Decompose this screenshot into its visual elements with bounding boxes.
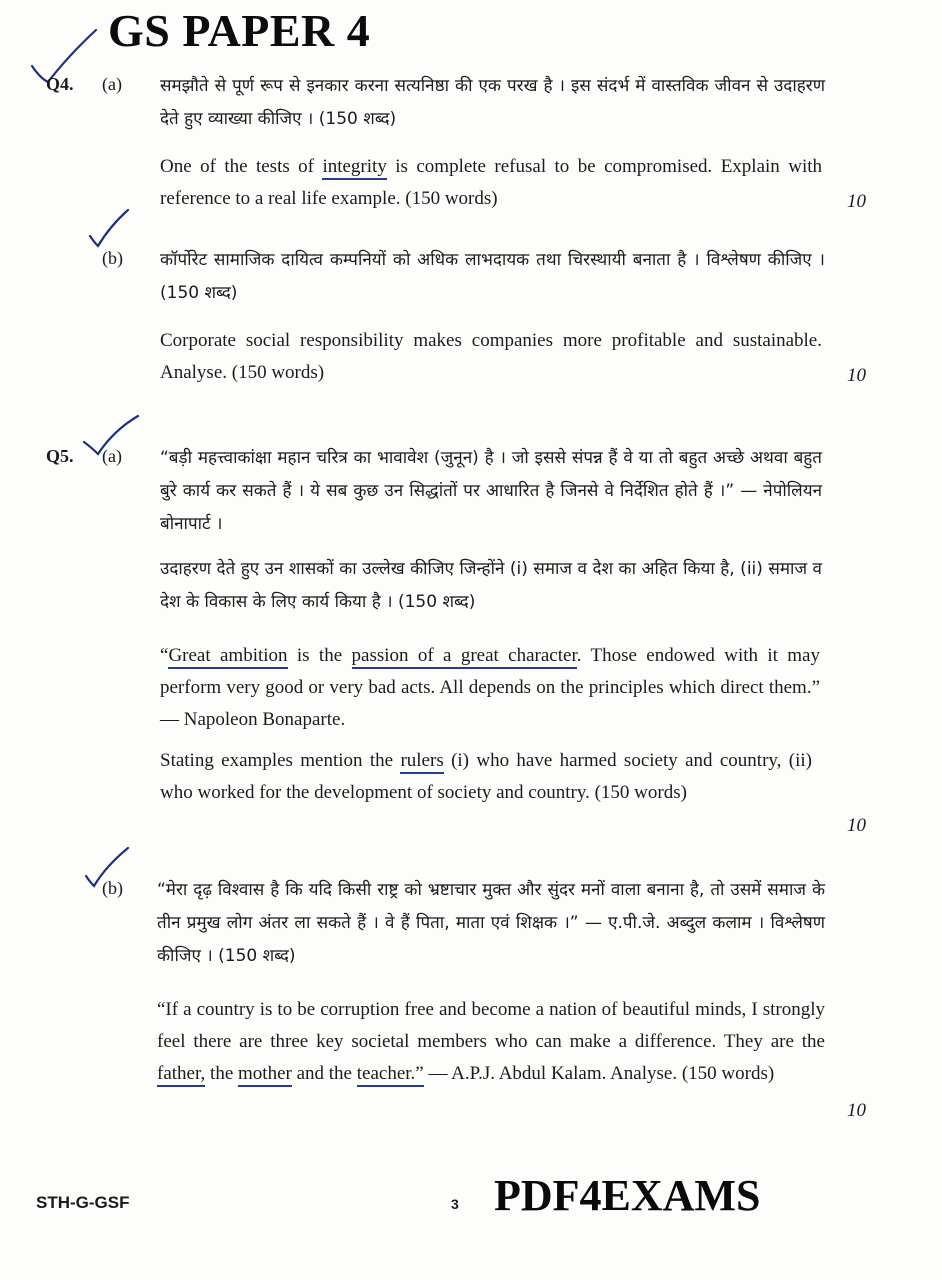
- marks-q5b: 10: [847, 1100, 866, 1121]
- underline-great-ambition: Great ambition: [168, 645, 287, 669]
- part-label-q5a: (a): [102, 446, 122, 466]
- page-number: 3: [451, 1196, 459, 1212]
- q4b-hindi-text: कॉर्पोरेट सामाजिक दायित्व कम्पनियों को अधिक लाभदायक तथा चिरस्थायी बनाता है । विश्लेषण कीजिए । (150 शब्द): [160, 250, 825, 303]
- q5a-hindi-instruction: उदाहरण देते हुए उन शासकों का उल्लेख कीजिए जिन्होंने (i) समाज व देश का अहित किया है, (ii) समाज व देश के विकास के लिए कार्य किया है । (150 शब्द): [160, 559, 822, 612]
- paper-code: STH-G-GSF: [36, 1193, 130, 1212]
- check-mark-q4b-icon: [88, 208, 138, 248]
- q5b-hindi-text: “मेरा दृढ़ विश्वास है कि यदि किसी राष्ट्र को भ्रष्टाचार मुक्त और सुंदर मनों वाला बनाना है, तो उसमें समाज के तीन प्रमुख लोग अंतर ला सकते हैं । वे हैं पिता, माता एवं शिक्षक ।” — ए.पी.जे. अब्दुल कलाम । विश्लेषण कीजिए । (150 शब्द): [157, 880, 825, 966]
- marks-q4a: 10: [847, 191, 866, 212]
- underline-rulers: rulers: [400, 750, 443, 774]
- q5a-english-instruction: Stating examples mention the rulers (i) who have harmed society and country, (ii) who worked for the development of society and country. (150 words): [160, 750, 812, 803]
- q4b-english-text: Corporate social responsibility makes companies more profitable and sustainable. Analyse. (150 words): [160, 330, 822, 383]
- underline-teacher: teacher.”: [357, 1063, 424, 1087]
- question-number-q4: Q4.: [46, 74, 74, 94]
- page-title: GS PAPER 4: [108, 5, 371, 56]
- underline-passion: passion of a great character: [352, 645, 577, 669]
- part-label-q4b: (b): [102, 248, 123, 268]
- q5b-english-text: “If a country is to be corruption free and become a nation of beautiful minds, I strongly feel there are three key societal members who can make a difference. They are the father, the mother and the teacher.” — A.P.J. Abdul Kalam. Analyse. (150 words): [157, 994, 825, 1090]
- underline-mother: mother: [238, 1063, 292, 1087]
- underline-integrity: integrity: [322, 156, 386, 180]
- underline-father: father,: [157, 1063, 205, 1087]
- marks-q5a: 10: [847, 815, 866, 836]
- part-label-q4a: (a): [102, 74, 122, 94]
- q5a-hindi-quote: “बड़ी महत्त्वाकांक्षा महान चरित्र का भावावेश (जुनून) है । जो इससे संपन्न हैं वे या तो बहुत अच्छे अथवा बहुत बुरे कार्य कर सकते हैं । ये सब कुछ उन सिद्धांतों पर आधारित है जिनसे वे निर्देशित होते हैं ।” — नेपोलियन बोनापार्ट ।: [160, 448, 822, 534]
- q5a-english-quote: “Great ambition is the passion of a great character. Those endowed with it may perform very good or very bad acts. All depends on the principles which direct them.” — Napoleon Bonaparte.: [160, 645, 820, 730]
- question-number-q5: Q5.: [46, 446, 74, 466]
- q4a-hindi-text: समझौते से पूर्ण रूप से इनकार करना सत्यनिष्ठा की एक परख है । इस संदर्भ में वास्तविक जीवन से उदाहरण देते हुए व्याख्या कीजिए । (150 शब्द): [160, 76, 825, 129]
- q4a-english-text: One of the tests of integrity is complete refusal to be compromised. Explain with reference to a real life example. (150 words): [160, 156, 822, 209]
- watermark-text: PDF4EXAMS: [494, 1171, 761, 1220]
- marks-q4b: 10: [847, 365, 866, 386]
- part-label-q5b: (b): [102, 878, 123, 898]
